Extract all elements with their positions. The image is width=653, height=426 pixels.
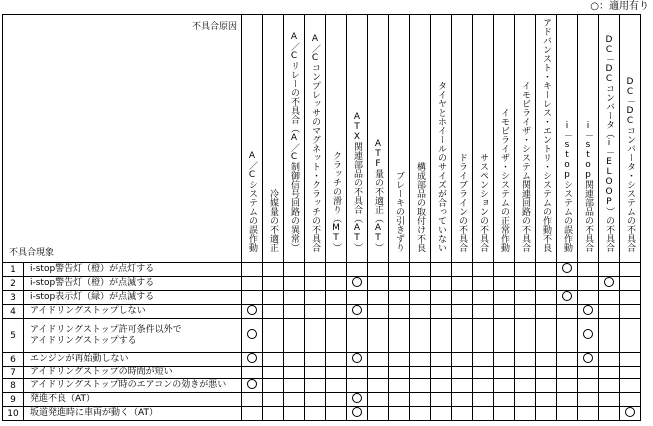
matrix-cell bbox=[431, 263, 452, 277]
applicable-mark-icon bbox=[247, 329, 257, 339]
cause-label: 冷媒量の不適正 bbox=[268, 189, 278, 252]
matrix-cell bbox=[284, 407, 305, 421]
table-row bbox=[3, 353, 641, 367]
matrix-cell bbox=[515, 407, 536, 421]
cause-label: ATF量の不適正（AT） bbox=[373, 139, 383, 252]
matrix-cell bbox=[578, 407, 599, 421]
matrix-cell bbox=[389, 263, 410, 277]
matrix-cell bbox=[389, 277, 410, 291]
table-row bbox=[3, 263, 641, 277]
table-row bbox=[3, 319, 641, 353]
matrix-cell bbox=[263, 407, 284, 421]
matrix-cell bbox=[452, 367, 473, 379]
cause-label: A／Cシステムの誤作動 bbox=[247, 151, 257, 252]
phenomenon-text: i-stop警告灯（橙）が点灯する bbox=[30, 264, 155, 274]
matrix-cell bbox=[263, 305, 284, 319]
matrix-cell bbox=[515, 291, 536, 305]
matrix-cell bbox=[347, 319, 368, 353]
cause-label: DC－DCコンバータ（i－ELOOP）の不具合 bbox=[604, 35, 614, 252]
matrix-cell bbox=[452, 305, 473, 319]
matrix-cell bbox=[347, 379, 368, 393]
matrix-cell bbox=[305, 319, 326, 353]
matrix-cell bbox=[326, 305, 347, 319]
cause-header-16 bbox=[557, 15, 578, 263]
matrix-cell bbox=[284, 393, 305, 407]
matrix-cell bbox=[473, 367, 494, 379]
matrix-cell bbox=[410, 263, 431, 277]
cause-label: イモビライザ・システムの正常作動 bbox=[499, 108, 509, 252]
matrix-cell bbox=[305, 263, 326, 277]
phenomenon-cell bbox=[24, 353, 242, 367]
matrix-cell bbox=[557, 367, 578, 379]
matrix-cell bbox=[578, 319, 599, 353]
matrix-cell bbox=[242, 319, 263, 353]
matrix-cell bbox=[368, 407, 389, 421]
phenomenon-cell bbox=[24, 263, 242, 277]
matrix-cell bbox=[536, 263, 557, 277]
matrix-cell bbox=[368, 319, 389, 353]
matrix-cell bbox=[242, 379, 263, 393]
matrix-cell bbox=[557, 353, 578, 367]
matrix-cell bbox=[536, 291, 557, 305]
legend: ○：適用有り bbox=[590, 1, 649, 12]
applicable-mark-icon bbox=[583, 329, 593, 339]
matrix-cell bbox=[305, 277, 326, 291]
applicable-mark-icon bbox=[562, 263, 572, 273]
matrix-cell bbox=[431, 353, 452, 367]
matrix-cell bbox=[410, 305, 431, 319]
corner-header bbox=[3, 15, 242, 263]
phenomenon-cell bbox=[24, 277, 242, 291]
diagnosis-matrix bbox=[2, 14, 641, 421]
matrix-cell bbox=[263, 353, 284, 367]
matrix-cell bbox=[410, 379, 431, 393]
cause-header-1 bbox=[242, 15, 263, 263]
header-row bbox=[3, 15, 641, 263]
matrix-cell bbox=[452, 407, 473, 421]
matrix-cell bbox=[620, 291, 641, 305]
matrix-cell bbox=[326, 379, 347, 393]
phenomenon-text: アイドリングストップ許可条件以外で bbox=[30, 324, 182, 335]
matrix-cell bbox=[431, 319, 452, 353]
matrix-cell bbox=[515, 393, 536, 407]
matrix-cell bbox=[242, 263, 263, 277]
phenomenon-cell bbox=[24, 319, 242, 353]
row-number: 3 bbox=[3, 291, 24, 305]
matrix-cell bbox=[620, 305, 641, 319]
matrix-cell bbox=[578, 305, 599, 319]
applicable-mark-icon bbox=[247, 379, 257, 389]
matrix-cell bbox=[557, 319, 578, 353]
matrix-cell bbox=[599, 277, 620, 291]
matrix-cell bbox=[536, 367, 557, 379]
matrix-cell bbox=[326, 263, 347, 277]
matrix-cell bbox=[599, 263, 620, 277]
matrix-cell bbox=[431, 291, 452, 305]
matrix-cell bbox=[431, 393, 452, 407]
matrix-body bbox=[3, 263, 641, 421]
matrix-cell bbox=[557, 263, 578, 277]
matrix-cell bbox=[263, 393, 284, 407]
cause-label: ATX関連部品の不具合（AT） bbox=[352, 112, 362, 252]
matrix-cell bbox=[284, 277, 305, 291]
matrix-cell bbox=[557, 379, 578, 393]
cause-label: サスペンションの不具合 bbox=[478, 153, 488, 252]
matrix-cell bbox=[368, 367, 389, 379]
row-number: 8 bbox=[3, 379, 24, 393]
phenomenon-text: 坂道発進時に車両が動く（AT） bbox=[30, 408, 158, 418]
table-row bbox=[3, 379, 641, 393]
matrix-cell bbox=[536, 407, 557, 421]
matrix-cell bbox=[557, 291, 578, 305]
matrix-cell bbox=[473, 263, 494, 277]
applicable-mark-icon bbox=[352, 305, 362, 315]
matrix-cell bbox=[536, 277, 557, 291]
cause-label: i－stop関連部品の不具合 bbox=[583, 121, 593, 252]
matrix-cell bbox=[599, 319, 620, 353]
matrix-cell bbox=[536, 393, 557, 407]
cause-label: ブレーキの引きずり bbox=[394, 171, 404, 252]
matrix-cell bbox=[452, 263, 473, 277]
matrix-cell bbox=[494, 319, 515, 353]
matrix-cell bbox=[326, 353, 347, 367]
applicable-mark-icon bbox=[352, 277, 362, 287]
matrix-cell bbox=[620, 379, 641, 393]
matrix-cell bbox=[557, 393, 578, 407]
matrix-cell bbox=[431, 407, 452, 421]
matrix-cell bbox=[389, 407, 410, 421]
matrix-cell bbox=[410, 319, 431, 353]
cause-header-14 bbox=[515, 15, 536, 263]
matrix-cell bbox=[368, 305, 389, 319]
matrix-cell bbox=[368, 277, 389, 291]
matrix-cell bbox=[263, 379, 284, 393]
matrix-cell bbox=[410, 407, 431, 421]
matrix-cell bbox=[368, 353, 389, 367]
matrix-cell bbox=[389, 367, 410, 379]
table-row bbox=[3, 291, 641, 305]
matrix-cell bbox=[620, 277, 641, 291]
cause-header-19 bbox=[620, 15, 641, 263]
applicable-mark-icon bbox=[583, 305, 593, 315]
cause-header-4 bbox=[305, 15, 326, 263]
matrix-cell bbox=[620, 393, 641, 407]
applicable-mark-icon bbox=[352, 353, 362, 363]
phenomenon-text: 発進不良（AT） bbox=[30, 394, 95, 404]
cause-label: i－stopシステムの誤作動 bbox=[562, 121, 572, 252]
matrix-cell bbox=[494, 407, 515, 421]
matrix-cell bbox=[410, 291, 431, 305]
cause-title: 不具合原因 bbox=[191, 22, 237, 32]
row-number: 6 bbox=[3, 353, 24, 367]
matrix-cell bbox=[536, 353, 557, 367]
matrix-cell bbox=[494, 277, 515, 291]
cause-label: 構成部品の取付け不良 bbox=[415, 162, 425, 252]
applicable-mark-icon bbox=[625, 407, 635, 417]
row-number: 1 bbox=[3, 263, 24, 277]
cause-header-17 bbox=[578, 15, 599, 263]
cause-header-2 bbox=[263, 15, 284, 263]
table-row bbox=[3, 407, 641, 421]
matrix-cell bbox=[452, 319, 473, 353]
matrix-cell bbox=[305, 393, 326, 407]
phenomenon-cell bbox=[24, 291, 242, 305]
phenomenon-cell bbox=[24, 407, 242, 421]
matrix-cell bbox=[263, 319, 284, 353]
matrix-cell bbox=[494, 379, 515, 393]
cause-label: DC－DCコンバータ・システムの不具合 bbox=[625, 77, 635, 252]
row-number: 2 bbox=[3, 277, 24, 291]
phenomenon-text: i-stop表示灯（緑）が点滅する bbox=[30, 292, 155, 302]
matrix-cell bbox=[473, 353, 494, 367]
matrix-cell bbox=[242, 407, 263, 421]
cause-header-9 bbox=[410, 15, 431, 263]
matrix-cell bbox=[515, 277, 536, 291]
matrix-cell bbox=[368, 393, 389, 407]
cause-label: イモビライザ・システム関連回路の不具合 bbox=[520, 81, 530, 252]
matrix-cell bbox=[452, 393, 473, 407]
applicable-mark-icon bbox=[247, 353, 257, 363]
applicable-mark-icon bbox=[562, 291, 572, 301]
matrix-cell bbox=[515, 263, 536, 277]
matrix-cell bbox=[431, 305, 452, 319]
matrix-cell bbox=[473, 393, 494, 407]
applicable-mark-icon bbox=[604, 277, 614, 287]
matrix-cell bbox=[578, 277, 599, 291]
matrix-cell bbox=[452, 277, 473, 291]
phenomenon-cell bbox=[24, 305, 242, 319]
matrix-cell bbox=[599, 379, 620, 393]
matrix-cell bbox=[578, 263, 599, 277]
matrix-cell bbox=[347, 291, 368, 305]
phenomenon-text: アイドリングストップする bbox=[30, 335, 137, 346]
matrix-cell bbox=[536, 379, 557, 393]
matrix-cell bbox=[410, 353, 431, 367]
cause-label: アドバンスト・キーレス・エントリ・システムの作動不良 bbox=[541, 18, 551, 252]
matrix-cell bbox=[368, 263, 389, 277]
row-number: 7 bbox=[3, 367, 24, 379]
matrix-cell bbox=[599, 367, 620, 379]
matrix-cell bbox=[305, 305, 326, 319]
matrix-cell bbox=[578, 353, 599, 367]
matrix-cell bbox=[515, 367, 536, 379]
matrix-cell bbox=[242, 305, 263, 319]
phenomenon-text: アイドリングストップしない bbox=[30, 306, 146, 316]
matrix-cell bbox=[494, 305, 515, 319]
table-row bbox=[3, 393, 641, 407]
matrix-cell bbox=[284, 319, 305, 353]
matrix-cell bbox=[284, 291, 305, 305]
cause-header-6 bbox=[347, 15, 368, 263]
phenomenon-text: エンジンが再始動しない bbox=[30, 354, 129, 364]
matrix-cell bbox=[326, 319, 347, 353]
matrix-cell bbox=[242, 353, 263, 367]
matrix-cell bbox=[389, 291, 410, 305]
matrix-cell bbox=[515, 353, 536, 367]
applicable-mark-icon bbox=[352, 407, 362, 417]
matrix-cell bbox=[557, 407, 578, 421]
cause-header-8 bbox=[389, 15, 410, 263]
cause-header-15 bbox=[536, 15, 557, 263]
matrix-cell bbox=[347, 353, 368, 367]
row-number: 4 bbox=[3, 305, 24, 319]
matrix-cell bbox=[326, 393, 347, 407]
matrix-cell bbox=[515, 379, 536, 393]
matrix-cell bbox=[410, 367, 431, 379]
phenomenon-text: アイドリングストップの時間が短い bbox=[30, 367, 173, 377]
matrix-cell bbox=[599, 291, 620, 305]
applicable-mark-icon bbox=[583, 353, 593, 363]
matrix-cell bbox=[263, 367, 284, 379]
phenomenon-cell bbox=[24, 367, 242, 379]
matrix-cell bbox=[284, 367, 305, 379]
applicable-mark-icon bbox=[247, 305, 257, 315]
matrix-cell bbox=[242, 277, 263, 291]
matrix-cell bbox=[431, 379, 452, 393]
matrix-cell bbox=[452, 379, 473, 393]
cause-header-12 bbox=[473, 15, 494, 263]
matrix-cell bbox=[578, 379, 599, 393]
matrix-cell bbox=[263, 263, 284, 277]
matrix-cell bbox=[620, 263, 641, 277]
matrix-cell bbox=[347, 407, 368, 421]
matrix-cell bbox=[305, 291, 326, 305]
matrix-cell bbox=[473, 379, 494, 393]
matrix-cell bbox=[326, 291, 347, 305]
matrix-cell bbox=[305, 367, 326, 379]
matrix-cell bbox=[578, 367, 599, 379]
matrix-cell bbox=[305, 353, 326, 367]
matrix-cell bbox=[431, 277, 452, 291]
matrix-cell bbox=[536, 319, 557, 353]
matrix-cell bbox=[578, 291, 599, 305]
phenomenon-cell bbox=[24, 379, 242, 393]
applicable-mark-icon bbox=[352, 393, 362, 403]
matrix-cell bbox=[494, 291, 515, 305]
matrix-cell bbox=[347, 305, 368, 319]
matrix-cell bbox=[452, 353, 473, 367]
cause-header-7 bbox=[368, 15, 389, 263]
matrix-cell bbox=[599, 353, 620, 367]
matrix-cell bbox=[599, 305, 620, 319]
matrix-cell bbox=[284, 263, 305, 277]
matrix-cell bbox=[347, 263, 368, 277]
cause-header-18 bbox=[599, 15, 620, 263]
matrix-cell bbox=[494, 367, 515, 379]
matrix-cell bbox=[557, 305, 578, 319]
phenomenon-text: i-stop警告灯（橙）が点滅する bbox=[30, 278, 155, 288]
matrix-cell bbox=[368, 379, 389, 393]
matrix-cell bbox=[515, 319, 536, 353]
matrix-cell bbox=[620, 367, 641, 379]
matrix-cell bbox=[326, 367, 347, 379]
matrix-cell bbox=[494, 353, 515, 367]
matrix-cell bbox=[473, 291, 494, 305]
matrix-cell bbox=[578, 393, 599, 407]
phenomenon-title: 不具合現象 bbox=[9, 248, 55, 258]
matrix-cell bbox=[620, 353, 641, 367]
matrix-cell bbox=[494, 393, 515, 407]
row-number: 10 bbox=[3, 407, 24, 421]
cause-label: ドライブラインの不具合 bbox=[457, 153, 467, 252]
matrix-cell bbox=[242, 393, 263, 407]
matrix-cell bbox=[263, 277, 284, 291]
cause-label: タイヤとホイールのサイズが合っていない bbox=[436, 81, 446, 252]
matrix-cell bbox=[347, 367, 368, 379]
matrix-cell bbox=[242, 291, 263, 305]
cause-label: A／Cコンプレッサのマグネット・クラッチの不具合 bbox=[310, 34, 320, 252]
matrix-cell bbox=[410, 393, 431, 407]
matrix-cell bbox=[536, 305, 557, 319]
row-number: 5 bbox=[3, 319, 24, 353]
matrix-cell bbox=[389, 319, 410, 353]
row-number: 9 bbox=[3, 393, 24, 407]
cause-header-10 bbox=[431, 15, 452, 263]
cause-header-5 bbox=[326, 15, 347, 263]
matrix-cell bbox=[389, 393, 410, 407]
cause-header-13 bbox=[494, 15, 515, 263]
cause-label: A／Cリレーの不具合（A／C制御信号回路の異常） bbox=[289, 32, 299, 252]
matrix-cell bbox=[620, 407, 641, 421]
matrix-cell bbox=[473, 305, 494, 319]
matrix-cell bbox=[557, 277, 578, 291]
table-row bbox=[3, 277, 641, 291]
matrix-cell bbox=[326, 277, 347, 291]
matrix-cell bbox=[515, 305, 536, 319]
cause-header-11 bbox=[452, 15, 473, 263]
matrix-cell bbox=[473, 277, 494, 291]
matrix-cell bbox=[284, 305, 305, 319]
cause-label: クラッチの滑り（MT） bbox=[331, 151, 341, 252]
phenomenon-cell bbox=[24, 393, 242, 407]
matrix-cell bbox=[389, 353, 410, 367]
matrix-cell bbox=[452, 291, 473, 305]
matrix-cell bbox=[473, 319, 494, 353]
matrix-cell bbox=[410, 277, 431, 291]
matrix-cell bbox=[389, 379, 410, 393]
matrix-cell bbox=[494, 263, 515, 277]
matrix-cell bbox=[284, 353, 305, 367]
matrix-cell bbox=[431, 367, 452, 379]
table-row bbox=[3, 305, 641, 319]
matrix-cell bbox=[473, 407, 494, 421]
matrix-cell bbox=[263, 291, 284, 305]
matrix-cell bbox=[326, 407, 347, 421]
table-row bbox=[3, 367, 641, 379]
matrix-cell bbox=[347, 393, 368, 407]
matrix-cell bbox=[284, 379, 305, 393]
matrix-cell bbox=[599, 407, 620, 421]
matrix-cell bbox=[347, 277, 368, 291]
phenomenon-text: アイドリングストップ時のエアコンの効きが悪い bbox=[30, 380, 227, 390]
matrix-cell bbox=[389, 305, 410, 319]
matrix-cell bbox=[305, 407, 326, 421]
matrix-cell bbox=[242, 367, 263, 379]
matrix-cell bbox=[620, 319, 641, 353]
cause-header-3 bbox=[284, 15, 305, 263]
matrix-cell bbox=[305, 379, 326, 393]
matrix-cell bbox=[368, 291, 389, 305]
matrix-cell bbox=[599, 393, 620, 407]
